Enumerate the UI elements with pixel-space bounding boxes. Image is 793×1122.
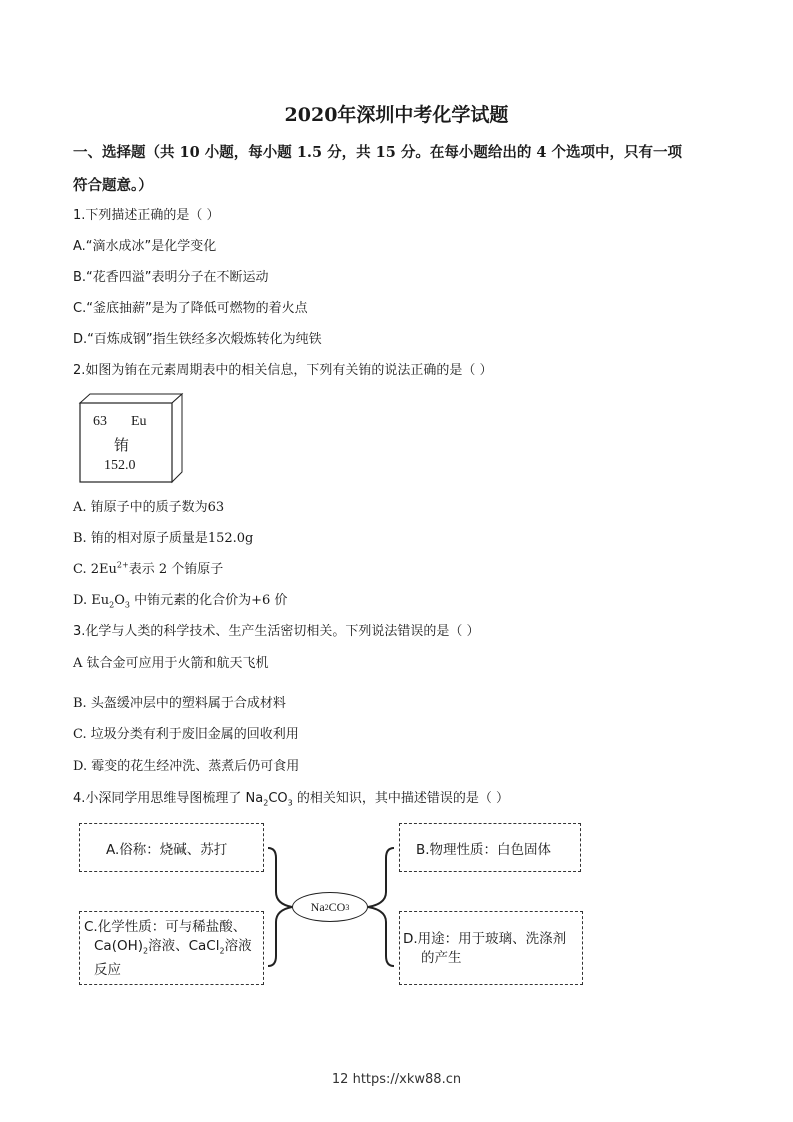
q1-option-a: A.“滴水成冰”是化学变化 [73,239,217,254]
q2-option-b: B. 铕的相对原子质量是152.0g [73,531,254,546]
mindmap-box-b-text: B.物理性质：白色固体 [416,842,552,858]
mindmap-box-a [79,823,264,872]
q3-option-d: D. 霉变的花生经冲洗、蒸煮后仍可食用 [73,759,300,774]
mindmap-box-d-line1: D.用途：用于玻璃、洗涤剂 [403,931,567,947]
q2-option-d: D. $Eu_2O_3$ 中铕元素的化合价为+6 价 [73,593,288,610]
q1-option-b: B.“花香四溢”表明分子在不断运动 [73,270,269,285]
element-atomic-number: 63 [93,414,107,429]
mindmap-box-c-line2: $Ca(OH)_2$溶液、CaCl$_2$溶液 [94,938,252,956]
page-footer: 12 https://xkw88.cn [331,1072,462,1087]
q2-option-c: C. $2Eu^{2+}$表示 2 个铕原子 [73,560,224,577]
page-title: 2020年深圳中考化学试题 [284,104,509,126]
q3-option-a: A 钛合金可应用于火箭和航天飞机 [73,656,269,671]
mindmap-box-a-text: A.俗称：烧碱、苏打 [106,842,228,858]
q1-stem: 1.下列描述正确的是（ ） [73,208,220,223]
q3-option-b: B. 头盔缓冲层中的塑料属于合成材料 [73,696,286,711]
q1-option-d: D.“百炼成钢”指生铁经多次煅炼转化为纯铁 [73,332,322,347]
mindmap-box-d [399,911,583,985]
mindmap-box-c-line1: C.化学性质：可与稀盐酸、 [84,919,247,935]
element-name: 铕 [114,436,130,454]
q4-stem: 4.小深同学用思维导图梳理了 $Na_2CO_3$ 的相关知识，其中描述错误的是（ ） [73,791,509,808]
mindmap-center-node: Na 2 CO 3 [292,892,368,922]
section-heading-line1: 一、选择题（共 10 小题，每小题 1.5 分，共 15 分。在每小题给出的 4 个选项中，只有一项 [73,144,683,161]
mindmap-box-b [399,823,581,872]
mindmap-box-c [79,911,264,985]
q2-option-a: A. 铕原子中的质子数为63 [73,500,225,515]
mindmap-box-d-line2: 的产生 [421,950,462,966]
section-heading-line2: 符合题意。） [73,177,153,194]
q3-option-c: C. 垃圾分类有利于废旧金属的回收利用 [73,727,299,742]
q1-option-c: C.“釜底抽薪”是为了降低可燃物的着火点 [73,301,308,316]
mindmap-box-c-line3: 反应 [94,961,121,978]
element-atomic-mass: 152.0 [104,458,136,473]
element-symbol: Eu [131,414,147,429]
q3-stem: 3.化学与人类的科学技术、生产生活密切相关。下列说法错误的是（ ） [73,624,480,639]
q2-stem: 2.如图为铕在元素周期表中的相关信息，下列有关铕的说法正确的是（ ） [73,363,493,378]
